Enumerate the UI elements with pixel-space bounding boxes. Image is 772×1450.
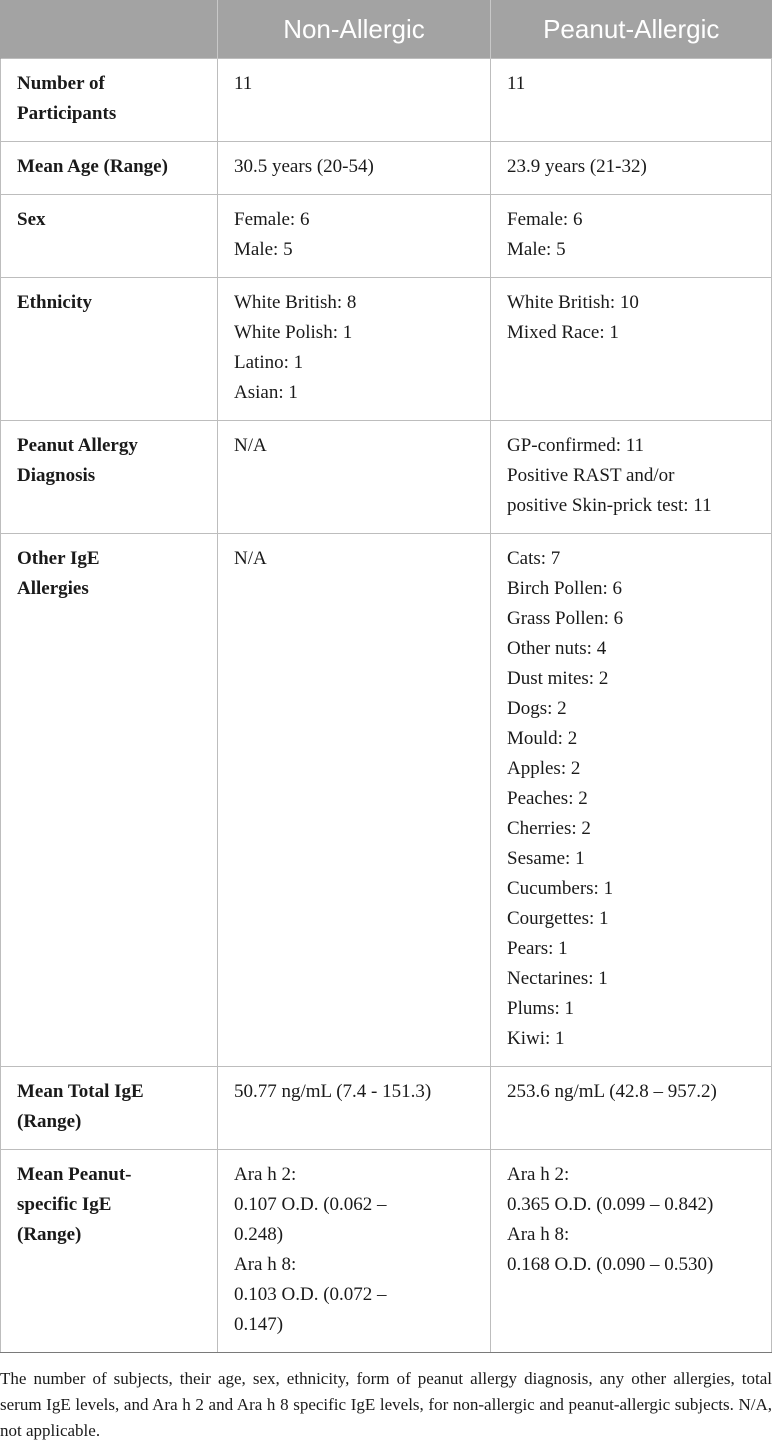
cell-line: Apples: 2 [507,758,581,779]
cell-line: 30.5 years (20-54) [234,156,374,177]
cell-line: Ara h 8: [234,1254,297,1275]
cell-line: Female: 6 [507,209,583,230]
peanut-allergic-cell [491,534,772,1067]
cell-line: Ara h 2: [234,1164,297,1185]
peanut-allergic-cell [491,195,772,278]
cell-line: Kiwi: 1 [507,1028,565,1049]
cell-line: Mean Peanut- [17,1164,132,1185]
cell-line: Other nuts: 4 [507,638,607,659]
peanut-allergic-cell [491,421,772,534]
cell-line: Dust mites: 2 [507,668,609,689]
header-row [1,0,772,59]
cell-line: 0.365 O.D. (0.099 – 0.842) [507,1194,714,1215]
cell-line: N/A [234,548,267,569]
cell-line: Positive RAST and/or [507,465,675,486]
cell-line: Cucumbers: 1 [507,878,614,899]
cell-line: Sex [17,209,46,230]
cell-line: Ara h 8: [507,1224,570,1245]
cell-line: Pears: 1 [507,938,568,959]
non-allergic-cell [218,1067,491,1150]
cell-line: Peanut Allergy [17,435,138,456]
cell-line: (Range) [17,1224,82,1245]
cell-line: Mould: 2 [507,728,578,749]
row-label [1,1067,218,1150]
cell-line: (Range) [17,1111,82,1132]
non-allergic-cell [218,59,491,142]
cell-line: Participants [17,103,117,124]
cell-line: N/A [234,435,267,456]
cell-line: Mean Total IgE [17,1081,144,1102]
table-row [1,59,772,142]
cell-line: 0.147) [234,1314,284,1335]
cell-line: positive Skin-prick test: 11 [507,495,712,516]
header-non-allergic: Non-Allergic [218,0,491,59]
cell-line: White Polish: 1 [234,322,353,343]
cell-line: Grass Pollen: 6 [507,608,624,629]
row-label [1,195,218,278]
header-empty [1,0,218,59]
cell-line: 23.9 years (21-32) [507,156,647,177]
cell-line: Latino: 1 [234,352,304,373]
cell-line: 50.77 ng/mL (7.4 - 151.3) [234,1081,432,1102]
table-row [1,142,772,195]
row-label [1,142,218,195]
cell-line: Birch Pollen: 6 [507,578,623,599]
cell-line: White British: 8 [234,292,357,313]
cell-line: Female: 6 [234,209,310,230]
cell-line: Cats: 7 [507,548,561,569]
cell-line: Ara h 2: [507,1164,570,1185]
cell-line: 11 [234,73,253,94]
peanut-allergic-cell [491,59,772,142]
non-allergic-cell [218,278,491,421]
cell-line: specific IgE [17,1194,112,1215]
cell-line: 0.107 O.D. (0.062 – [234,1194,387,1215]
peanut-allergic-cell [491,1150,772,1353]
cell-line: Male: 5 [507,239,566,260]
cell-line: Sesame: 1 [507,848,585,869]
cell-line: Nectarines: 1 [507,968,608,989]
non-allergic-cell [218,534,491,1067]
header-peanut-allergic: Peanut-Allergic [491,0,772,59]
peanut-allergic-cell [491,278,772,421]
table-row [1,1150,772,1353]
non-allergic-cell [218,142,491,195]
peanut-allergic-cell [491,142,772,195]
non-allergic-cell [218,1150,491,1353]
cell-line: Cherries: 2 [507,818,591,839]
non-allergic-cell [218,195,491,278]
cell-line: Peaches: 2 [507,788,588,809]
cell-line: Plums: 1 [507,998,575,1019]
cell-line: Male: 5 [234,239,293,260]
row-label [1,59,218,142]
cell-line: Ethnicity [17,292,92,313]
table-row [1,278,772,421]
cell-line: Asian: 1 [234,382,298,403]
peanut-allergic-cell [491,1067,772,1150]
cell-line: 11 [507,73,526,94]
table-row [1,195,772,278]
row-label [1,534,218,1067]
cell-line: Dogs: 2 [507,698,567,719]
table-row [1,534,772,1067]
cell-line: 253.6 ng/mL (42.8 – 957.2) [507,1081,717,1102]
row-label [1,1150,218,1353]
cell-line: Mixed Race: 1 [507,322,619,343]
table-row [1,1067,772,1150]
table-caption: The number of subjects, their age, sex, ethnicity, form of peanut allergy diagnosis, any other allergies, total serum IgE levels, and Ara h 2 and Ara h 8 specific IgE levels, for non-allergic and peanut-allergic subjects. N/A, not applicable. [0,1369,772,1440]
row-label [1,421,218,534]
cell-line: Number of [17,73,105,94]
table-row [1,421,772,534]
cell-line: GP-confirmed: 11 [507,435,645,456]
cell-line: White British: 10 [507,292,639,313]
cell-line: 0.248) [234,1224,284,1245]
cell-line: Courgettes: 1 [507,908,609,929]
cell-line: Diagnosis [17,465,96,486]
non-allergic-cell [218,421,491,534]
cell-line: Mean Age (Range) [17,156,168,177]
cell-line: Allergies [17,578,89,599]
cell-line: 0.103 O.D. (0.072 – [234,1284,387,1305]
row-label [1,278,218,421]
cell-line: 0.168 O.D. (0.090 – 0.530) [507,1254,714,1275]
cell-line: Other IgE [17,548,100,569]
